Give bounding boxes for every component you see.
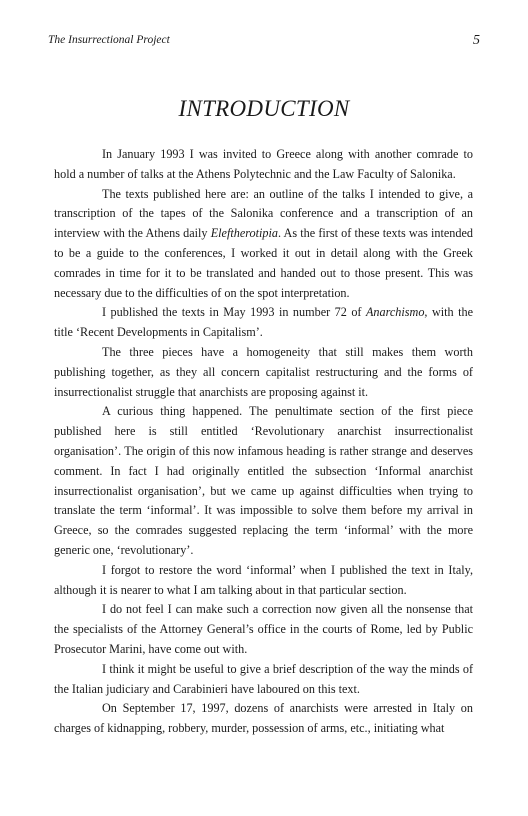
newspaper-title: Eleftherotipia xyxy=(210,226,278,241)
paragraph: I forgot to restore the word ‘informal’ when I published the text in Italy, although it is nearer to what I am talking about in that particular section. xyxy=(54,562,473,597)
paragraph: I do not feel I can make such a correction now given all the nonsense that the specialists of the Attorney General’s office in the courts of Rome, led by Public Prosecutor Marini, have come out with. xyxy=(54,602,473,656)
running-header xyxy=(48,34,480,52)
paragraph: The three pieces have a homogeneity that still makes them worth publishing together, as they all concern capitalist restructuring and the forms of insurrectionalist struggle that anarchists are proposing against it. xyxy=(54,344,473,399)
paragraph: On September 17, 1997, dozens of anarchists were arrested in Italy on charges of kidnapping, robbery, murder, possession of arms, etc., initiating what xyxy=(54,701,473,736)
paragraph: I think it might be useful to give a brief description of the way the minds of the Italian judiciary and Carabinieri have laboured on this text. xyxy=(54,661,473,696)
page-number: 5 xyxy=(473,33,480,48)
paragraph: A curious thing happened. The penultimate section of the first piece published here is still entitled ‘Revolutionary anarchist insurrectionalist organisation’. The origin of this now infamous heading is rather strange and deserves comment. In fact I had originally entitled the subsection ‘Informal anarchist insurrectionalist organisation’, but we came up against difficulties when trying to translate the term ‘informal’. It was impossible to solve them before my arrival in Greece, so the comrades suggested replacing the term ‘informal’ with the more generic one, ‘revolutionary’. xyxy=(54,404,473,557)
paragraph: I published the texts in May 1993 in number 72 of Anarchismo, with the title ‘Recent Developments in Capitalism’. xyxy=(54,305,473,340)
journal-title: Anarchismo xyxy=(365,305,425,320)
paragraph: The texts published here are: an outline of the talks I intended to give, a transcription of the tapes of the Salonika conference and a transcription of an interview with the Athens daily Eleftherotipia. As the first of these texts was intended to be a guide to the conferences, I worked it out in detail along with the Greek comrades in time for it to be translated and handed out to those present. This was necessary due to the difficulties of on the spot interpretation. xyxy=(54,186,473,300)
body-text xyxy=(54,145,473,739)
paragraph: In January 1993 I was invited to Greece along with another comrade to hold a number of talks at the Athens Polytechnic and the Law Faculty of Salonika. xyxy=(54,147,473,181)
chapter-title: INTRODUCTION xyxy=(178,96,350,121)
running-title: The Insurrectional Project xyxy=(48,34,170,46)
